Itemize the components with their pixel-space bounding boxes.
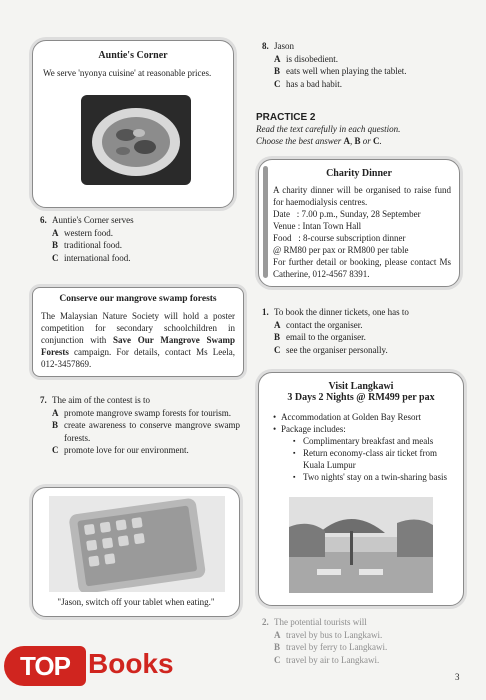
charity-bar	[263, 166, 268, 278]
instruction-a: A	[343, 136, 350, 146]
mangrove-card	[32, 287, 244, 377]
q1-option-a[interactable]	[262, 319, 462, 332]
q6-letter-a: A	[52, 227, 59, 238]
charity-line-date: Date : 7.00 p.m., Sunday, 28 September	[273, 209, 421, 219]
q7-letter-a: A	[52, 407, 59, 418]
q8-letter-a: A	[274, 53, 281, 64]
instruction-sep-2: or	[360, 136, 374, 146]
q1-letter-b: B	[274, 332, 281, 342]
charity-body	[259, 179, 459, 280]
question-2	[262, 616, 462, 666]
tablet-caption: "Jason, switch off your tablet when eating."	[57, 597, 215, 607]
langkawi-card	[258, 372, 464, 606]
q8-letter-c: C	[274, 78, 281, 89]
food-photo	[81, 95, 191, 185]
mangrove-campaign-name: Save Our Mangrove Swamp Forests	[41, 335, 235, 357]
langkawi-title-1: Visit Langkawi	[328, 381, 394, 392]
q6-letter-c: C	[52, 252, 59, 263]
question-8	[262, 40, 462, 90]
q7-option-c[interactable]	[40, 444, 240, 457]
practice-instruction-2	[256, 135, 466, 147]
q6-text-c: international food.	[64, 252, 131, 263]
page-number: 3	[455, 672, 460, 682]
q2-letter-b: B	[274, 642, 281, 652]
q8-text-a: is disobedient.	[286, 53, 338, 64]
q8-option-b[interactable]	[262, 65, 462, 78]
question-6	[40, 214, 240, 264]
logo-top-text: TOP	[20, 650, 70, 681]
q8-option-c[interactable]	[262, 78, 462, 91]
q6-text-a: western food.	[64, 227, 113, 238]
q6-number: 6.	[40, 215, 47, 225]
q8-letter-b: B	[274, 66, 281, 76]
q2-stem: The potential tourists will	[274, 617, 367, 627]
topbooks-logo	[4, 646, 194, 686]
q6-option-b[interactable]	[40, 239, 240, 252]
mangrove-title: Conserve our mangrove swamp forests	[59, 294, 217, 304]
mangrove-text	[33, 304, 243, 370]
q2-option-c[interactable]	[262, 654, 462, 667]
q1-text-c: see the organiser personally.	[286, 344, 388, 355]
charity-line-contact: For further detail or booking, please contact Ms Catherine, 012-4567 8391.	[273, 257, 451, 279]
charity-title: Charity Dinner	[326, 168, 392, 179]
q2-letter-a: A	[274, 629, 281, 640]
resort-photo	[289, 497, 433, 593]
aunties-corner-title: Auntie's Corner	[98, 50, 168, 61]
question-1	[262, 306, 462, 356]
q7-letter-b: B	[52, 420, 59, 430]
aunties-corner-text: We serve 'nyonya cuisine' at reasonable prices.	[43, 68, 212, 78]
langkawi-sub-air-ticket: ▪ Return economy-class air ticket from Kuala Lumpur	[293, 447, 455, 471]
q8-option-a[interactable]	[262, 53, 462, 66]
charity-line-food: Food : 8-course subscription dinner	[273, 233, 406, 243]
q7-option-a[interactable]	[40, 407, 240, 420]
q1-letter-c: C	[274, 344, 281, 355]
tablet-card	[32, 487, 240, 617]
q6-letter-b: B	[52, 240, 59, 250]
langkawi-package-label: Package includes:	[281, 424, 346, 434]
q1-text-a: contact the organiser.	[286, 319, 363, 330]
charity-line-price: @ RM80 per pax or RM800 per table	[273, 245, 409, 255]
langkawi-body	[259, 403, 463, 483]
langkawi-bullet-package	[273, 423, 455, 483]
q7-text-b: create awareness to conserve mangrove swamp forests.	[64, 420, 240, 443]
instruction-sep-1: ,	[350, 136, 355, 146]
q7-text-c: promote love for our environment.	[64, 445, 189, 455]
practice-section	[256, 112, 466, 147]
q1-number: 1.	[262, 307, 269, 317]
q7-letter-c: C	[52, 445, 59, 455]
q1-text-b: email to the organiser.	[286, 332, 366, 342]
q2-letter-c: C	[274, 654, 281, 665]
aunties-corner-card	[32, 40, 234, 208]
q7-stem: The aim of the contest is to	[52, 395, 150, 405]
logo-books-text: Books	[88, 648, 174, 679]
instruction-end: .	[379, 136, 382, 146]
q1-option-c[interactable]	[262, 344, 462, 357]
charity-dinner-card	[258, 159, 460, 287]
tablet-photo	[49, 496, 225, 592]
question-7	[40, 394, 240, 457]
q8-stem: Jason	[274, 41, 294, 51]
q8-text-c: has a bad habit.	[286, 78, 342, 89]
q2-number: 2.	[262, 617, 269, 627]
charity-line-venue: Venue : Intan Town Hall	[273, 221, 362, 231]
q7-number: 7.	[40, 395, 47, 405]
q6-text-b: traditional food.	[64, 240, 122, 250]
langkawi-sub-stay: ▪ Two nights' stay on a twin-sharing basis	[293, 471, 455, 483]
q2-option-b[interactable]	[262, 641, 462, 654]
charity-line-1: A charity dinner will be organised to raise fund for haemodialysis centres.	[273, 185, 451, 207]
logo-top-badge	[4, 646, 86, 686]
q6-option-a[interactable]	[40, 227, 240, 240]
instruction-b: B	[354, 136, 361, 146]
q7-text-a: promote mangrove swamp forests for tourism.	[64, 407, 231, 418]
q2-text-c: travel by air to Langkawi.	[286, 654, 380, 665]
q6-option-c[interactable]	[40, 252, 240, 265]
q1-option-b[interactable]	[262, 331, 462, 344]
langkawi-title-2: 3 Days 2 Nights @ RM499 per pax	[287, 392, 435, 403]
instruction-text: Choose the best answer	[256, 136, 344, 146]
mangrove-text-after: campaign. For details, contact Ms Leela, 012-3457869.	[41, 347, 235, 369]
langkawi-sub-meals: ▪ Complimentary breakfast and meals	[293, 435, 455, 447]
instruction-c: C	[373, 136, 380, 146]
q7-option-b[interactable]	[40, 419, 240, 444]
practice-instruction-1: Read the text carefully in each question.	[256, 124, 401, 134]
q2-text-b: travel by ferry to Langkawi.	[286, 642, 388, 652]
q6-stem: Auntie's Corner serves	[52, 215, 134, 225]
langkawi-bullet-accommodation: • Accommodation at Golden Bay Resort	[273, 411, 455, 423]
q8-number: 8.	[262, 41, 269, 51]
q2-option-a[interactable]	[262, 629, 462, 642]
practice-heading: PRACTICE 2	[256, 112, 316, 123]
q1-stem: To book the dinner tickets, one has to	[274, 307, 409, 317]
q8-text-b: eats well when playing the tablet.	[286, 66, 407, 76]
q1-letter-a: A	[274, 319, 281, 330]
q2-text-a: travel by bus to Langkawi.	[286, 629, 383, 640]
mangrove-text-before: The Malaysian Nature Society will hold a poster competition for secondary schoolchildren in conjunction with	[41, 311, 235, 345]
